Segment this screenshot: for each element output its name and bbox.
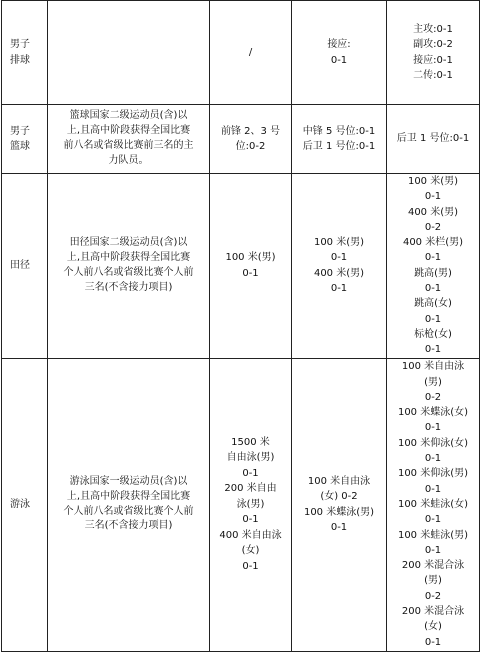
table-row-volleyball (2, 1, 480, 105)
quota-cell-col5: 100 米(男) 0-1 400 米(男) 0-2 400 米栏(男) 0-1 跳高(男) 0-1 跳高(女) 0-1 标枪(女) 0-1 (387, 174, 480, 359)
requirement-cell (48, 1, 210, 105)
quota-cell-col4: 100 米自由泳 (女) 0-2 100 米蝶泳(男) 0-1 (292, 358, 387, 651)
quota-cell-col5: 后卫 1 号位:0-1 (387, 105, 480, 174)
quota-cell-col4: 100 米(男) 0-1 400 米(男) 0-1 (292, 174, 387, 359)
table-row-swimming (2, 358, 480, 651)
sport-name-cell: 男子 篮球 (2, 105, 48, 174)
quota-cell-col5: 100 米自由泳 (男) 0-2 100 米蝶泳(女) 0-1 100 米仰泳(女) 0-1 100 米仰泳(男) 0-1 100 米蛙泳(女) 0-1 100 米蛙泳(男) 0-1 200 米混合泳 (男) 0-2 200 米混合泳 (女) 0-1 (387, 358, 480, 651)
quota-cell-col3: / (210, 1, 292, 105)
table-row-track-field (2, 174, 480, 359)
requirement-cell: 游泳国家一级运动员(含)以 上,且高中阶段获得全国比赛 个人前八名或省级比赛个人前 三名(不含接力项目) (48, 358, 210, 651)
sport-name-cell: 田径 (2, 174, 48, 359)
sport-name-cell: 游泳 (2, 358, 48, 651)
quota-cell-col4: 中锋 5 号位:0-1 后卫 1 号位:0-1 (292, 105, 387, 174)
quota-cell-col3: 1500 米 自由泳(男) 0-1 200 米自由 泳(男) 0-1 400 米自由泳 (女) 0-1 (210, 358, 292, 651)
quota-cell-col5: 主攻:0-1 副攻:0-2 接应:0-1 二传:0-1 (387, 1, 480, 105)
requirement-cell: 篮球国家二级运动员(含)以 上,且高中阶段获得全国比赛 前八名或省级比赛前三名的主 力队员。 (48, 105, 210, 174)
requirement-cell: 田径国家二级运动员(含)以 上,且高中阶段获得全国比赛 个人前八名或省级比赛个人前 三名(不含接力项目) (48, 174, 210, 359)
quota-cell-col4: 接应: 0-1 (292, 1, 387, 105)
table-row-basketball (2, 105, 480, 174)
quota-cell-col3: 前锋 2、3 号 位:0-2 (210, 105, 292, 174)
sport-name-cell: 男子 排球 (2, 1, 48, 105)
quota-cell-col3: 100 米(男) 0-1 (210, 174, 292, 359)
sports-quota-table (1, 0, 480, 652)
